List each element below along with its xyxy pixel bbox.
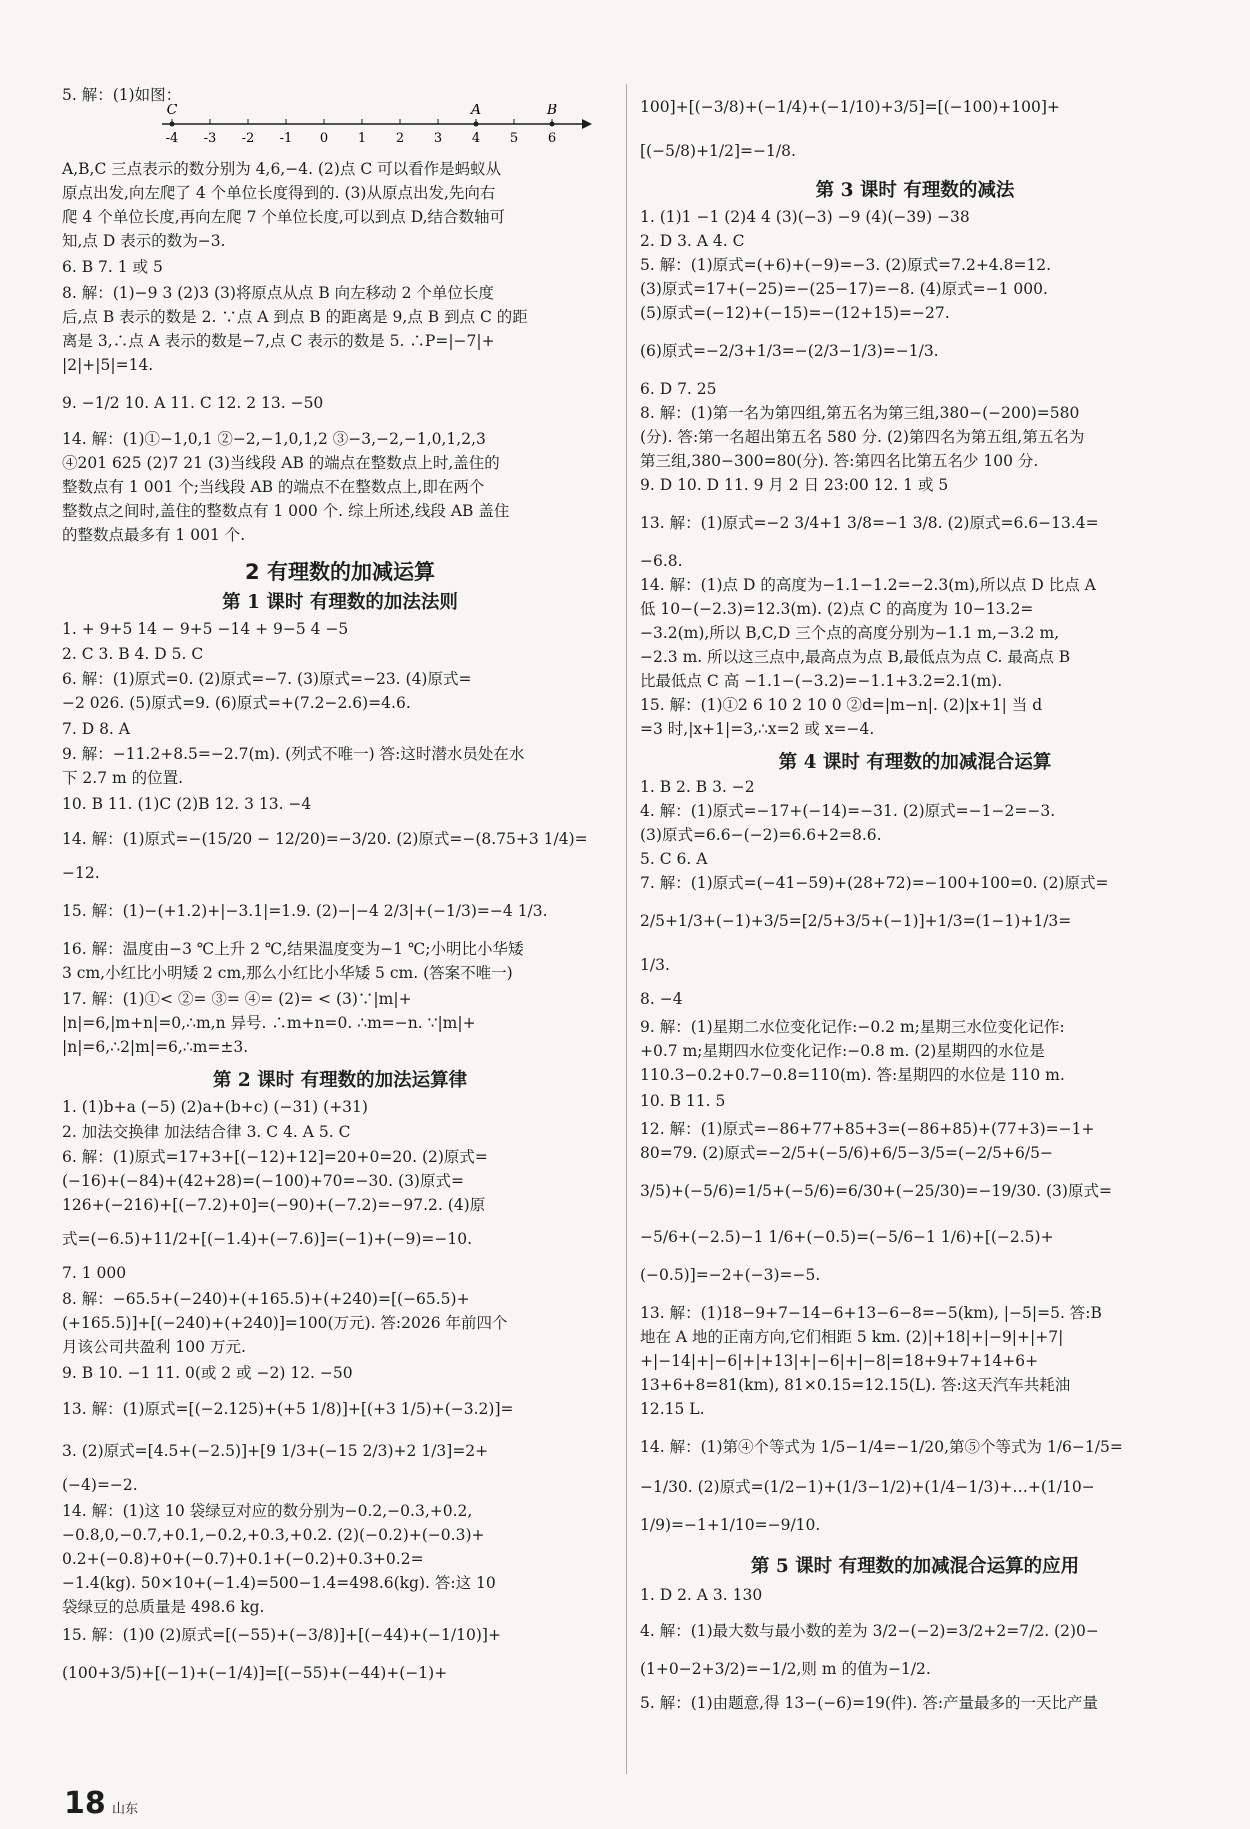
answer-line: 1. B 2. B 3. −2 [640, 778, 755, 796]
lesson-title: 第 1 课时 有理数的加法法则 [222, 592, 458, 613]
number-line-point [550, 122, 555, 127]
section-title: 2 有理数的加减运算 [245, 560, 435, 584]
lesson-title: 第 4 课时 有理数的加减混合运算 [778, 752, 1052, 773]
answer-line: 式=(−6.5)+11/2+[(−1.4)+(−7.6)]=(−1)+(−9)=−10. [62, 1230, 473, 1248]
answer-line: 6. D 7. 25 [640, 380, 717, 398]
number-line-point [170, 122, 175, 127]
answer-line: 低 10−(−2.3)=12.3(m). (2)点 C 的高度为 10−13.2= [640, 600, 1034, 618]
right-column [640, 0, 1190, 1829]
answer-line: 月该公司共盈利 100 万元. [62, 1338, 246, 1356]
answer-line: (3)原式=17+(−25)=−(25−17)=−8. (4)原式=−1 000. [640, 280, 1048, 298]
number-line-tick-label: 1 [357, 131, 367, 146]
lesson-title: 第 5 课时 有理数的加减混合运算的应用 [750, 1556, 1080, 1577]
answer-line: 1/9)=−1+1/10=−9/10. [640, 1516, 821, 1534]
answer-line: 5. 解：(1)如图： [62, 86, 182, 104]
answer-line: [(−5/8)+1/2]=−1/8. [640, 142, 796, 160]
answer-line: 5. 解：(1)原式=(+6)+(−9)=−3. (2)原式=7.2+4.8=12. [640, 256, 1052, 274]
number-line-tick-label: 6 [547, 131, 557, 146]
answer-line: 2. 加法交换律 加法结合律 3. C 4. A 5. C [62, 1123, 351, 1141]
answer-line: 5. C 6. A [640, 850, 708, 868]
answer-line: 110.3−0.2+0.7−0.8=110(m). 答:星期四的水位是 110 m. [640, 1066, 1065, 1084]
answer-line: (−16)+(−84)+(42+28)=(−100)+70=−30. (3)原式= [62, 1172, 464, 1190]
answer-line: (1+0−2+3/2)=−1/2,则 m 的值为−1/2. [640, 1660, 931, 1678]
answer-line: 7. 解：(1)原式=(−41−59)+(28+72)=−100+100=0. (2)原式= [640, 874, 1109, 892]
answer-line: 15. 解：(1)①2 6 10 2 10 0 ②d=|m−n|. (2)|x+1| 当 d [640, 696, 1043, 714]
answer-line: (5)原式=(−12)+(−15)=−(12+15)=−27. [640, 304, 950, 322]
answer-line: (−0.5)]=−2+(−3)=−5. [640, 1266, 821, 1284]
answer-line: 整数点有 1 001 个;当线段 AB 的端点不在整数点上,即在两个 [62, 478, 485, 496]
answer-line: 6. 解：(1)原式=0. (2)原式=−7. (3)原式=−23. (4)原式= [62, 670, 472, 688]
left-column [62, 0, 618, 1829]
answer-line: |2|+|5|=14. [62, 356, 154, 374]
answer-line: 6. 解：(1)原式=17+3+[(−12)+12]=20+0=20. (2)原式= [62, 1148, 488, 1166]
answer-line: −12. [62, 864, 100, 882]
answer-line: 离是 3,∴点 A 表示的数是−7,点 C 表示的数是 5. ∴P=|−7|+ [62, 332, 495, 350]
answer-line: −2 026. (5)原式=9. (6)原式=+(7.2−2.6)=4.6. [62, 694, 411, 712]
answer-line: −0.8,0,−0.7,+0.1,−0.2,+0.3,+0.2. (2)(−0.2)+(−0.3)+ [62, 1526, 485, 1544]
answer-line: 1. (1)b+a (−5) (2)a+(b+c) (−31) (+31) [62, 1098, 368, 1116]
region-label: 山东 [112, 1802, 139, 1817]
answer-line: 2. D 3. A 4. C [640, 232, 745, 250]
answer-line: ④201 625 (2)7 21 (3)当线段 AB 的端点在整数点上时,盖住的 [62, 454, 500, 472]
answer-line: 17. 解：(1)①< ②= ③= ④= (2)= < (3)∵|m|+ [62, 990, 412, 1008]
number-line-point-label: C [166, 104, 178, 118]
answer-line: 1. + 9+5 14 − 9+5 −14 + 9−5 4 −5 [62, 620, 349, 638]
number-line-tick-label: -2 [241, 131, 255, 146]
number-line-tick-label: -1 [279, 131, 293, 146]
answer-line: 7. D 8. A [62, 720, 130, 738]
number-line-tick-label: -3 [203, 131, 217, 146]
answer-line: 4. 解：(1)原式=−17+(−14)=−31. (2)原式=−1−2=−3. [640, 802, 1056, 820]
answer-line: (+165.5)]+[(−240)+(+240)]=100(万元). 答:2026 年前四个 [62, 1314, 508, 1332]
answer-line: +0.7 m;星期四水位变化记作:−0.8 m. (2)星期四的水位是 [640, 1042, 1045, 1060]
answer-line: 9. D 10. D 11. 9 月 2 日 23:00 12. 1 或 5 [640, 476, 949, 494]
answer-line: −1.4(kg). 50×10+(−1.4)=500−1.4=498.6(kg). 答:这 10 [62, 1574, 496, 1592]
answer-line: 袋绿豆的总质量是 498.6 kg. [62, 1598, 265, 1616]
answer-line: (分). 答:第一名超出第五名 580 分. (2)第四名为第五组,第五名为 [640, 428, 1085, 446]
answer-line: −5/6+(−2.5)−1 1/6+(−0.5)=(−5/6−1 1/6)+[(−2.5)+ [640, 1228, 1054, 1246]
lesson-title: 第 2 课时 有理数的加法运算律 [212, 1070, 468, 1091]
answer-line: 12. 解：(1)原式=−86+77+85+3=(−86+85)+(77+3)=−1+ [640, 1120, 1095, 1138]
answer-line: 10. B 11. 5 [640, 1092, 726, 1110]
number-line [162, 104, 592, 156]
answer-line: =3 时,|x+1|=3,∴x=2 或 x=−4. [640, 720, 875, 738]
answer-line: 第三组,380−300=80(分). 答:第四名比第五名少 100 分. [640, 452, 1039, 470]
answer-line: 2/5+1/3+(−1)+3/5=[2/5+3/5+(−1)]+1/3=(1−1)+1/3= [640, 912, 1072, 930]
answer-line: −3.2(m),所以 B,C,D 三个点的高度分别为−1.1 m,−3.2 m, [640, 624, 1060, 642]
answer-line: 14. 解：(1)这 10 袋绿豆对应的数分别为−0.2,−0.3,+0.2, [62, 1502, 473, 1520]
answer-line: −1/30. (2)原式=(1/2−1)+(1/3−1/2)+(1/4−1/3)+…+(1/10− [640, 1478, 1095, 1496]
answer-line: −6.8. [640, 552, 683, 570]
answer-line: 后,点 B 表示的数是 2. ∵点 A 到点 B 的距离是 9,点 B 到点 C 的距 [62, 308, 528, 326]
answer-line: (100+3/5)+[(−1)+(−1/4)]=[(−55)+(−44)+(−1)+ [62, 1664, 448, 1682]
answer-line: 原点出发,向左爬了 4 个单位长度得到的. (3)从原点出发,先向右 [62, 184, 496, 202]
answer-line: 126+(−216)+[(−7.2)+0]=(−90)+(−7.2)=−97.2. (4)原 [62, 1196, 486, 1214]
answer-line: 6. B 7. 1 或 5 [62, 258, 163, 276]
answer-line: 的整数点最多有 1 001 个. [62, 526, 246, 544]
answer-line: 80=79. (2)原式=−2/5+(−5/6)+6/5−3/5=(−2/5+6/5− [640, 1144, 1053, 1162]
answer-line: 2. C 3. B 4. D 5. C [62, 645, 204, 663]
answer-line: 13. 解：(1)18−9+7−14−6+13−6−8=−5(km), |−5|=5. 答:B [640, 1304, 1102, 1322]
answer-line: 14. 解：(1)第④个等式为 1/5−1/4=−1/20,第⑤个等式为 1/6−1/5= [640, 1438, 1123, 1456]
number-line-point [474, 122, 479, 127]
answer-line: (3)原式=6.6−(−2)=6.6+2=8.6. [640, 826, 882, 844]
answer-line: (6)原式=−2/3+1/3=−(2/3−1/3)=−1/3. [640, 342, 939, 360]
answer-line: 12.15 L. [640, 1400, 705, 1418]
number-line-point-label: A [470, 104, 482, 118]
answer-line: 3 cm,小红比小明矮 2 cm,那么小红比小华矮 5 cm. (答案不唯一) [62, 964, 513, 982]
answer-line: 8. −4 [640, 990, 683, 1008]
answer-line: (−4)=−2. [62, 1476, 138, 1494]
number-line-tick-label: 3 [433, 131, 443, 146]
answer-line: 1. D 2. A 3. 130 [640, 1586, 763, 1604]
answer-line: 0.2+(−0.8)+0+(−0.7)+0.1+(−0.2)+0.3+0.2= [62, 1550, 424, 1568]
answer-line: 8. 解：(1)第一名为第四组,第五名为第三组,380−(−200)=580 [640, 404, 1080, 422]
answer-line: 地在 A 地的正南方向,它们相距 5 km. (2)|+18|+|−9|+|+7| [640, 1328, 1064, 1346]
number-line-tick-label: -4 [165, 131, 179, 146]
number-line-tick-label: 2 [395, 131, 405, 146]
answer-line: 9. B 10. −1 11. 0(或 2 或 −2) 12. −50 [62, 1364, 353, 1382]
answer-line: 3. (2)原式=[4.5+(−2.5)]+[9 1/3+(−15 2/3)+2 1/3]=2+ [62, 1442, 489, 1460]
answer-line: 13+6+8=81(km), 81×0.15=12.15(L). 答:这天汽车共耗油 [640, 1376, 1071, 1394]
answer-line: 14. 解：(1)原式=−(15/20 − 12/20)=−3/20. (2)原式=−(8.75+3 1/4)= [62, 830, 588, 848]
answer-line: 比最低点 C 高 −1.1−(−3.2)=−1.1+3.2=2.1(m). [640, 672, 1003, 690]
number-line-tick-label: 0 [319, 131, 329, 146]
answer-line: 14. 解：(1)点 D 的高度为−1.1−1.2=−2.3(m),所以点 D 比点 A [640, 576, 1096, 594]
answer-line: 3/5)+(−5/6)=1/5+(−5/6)=6/30+(−25/30)=−19/30. (3)原式= [640, 1182, 1112, 1200]
answer-line: +|−14|+|−6|+|+13|+|−6|+|−8|=18+9+7+14+6+ [640, 1352, 1039, 1370]
answer-line: A,B,C 三点表示的数分别为 4,6,−4. (2)点 C 可以看作是蚂蚁从 [62, 160, 502, 178]
answer-line: 下 2.7 m 的位置. [62, 769, 184, 787]
answer-line: 整数点之间时,盖住的整数点有 1 000 个. 综上所述,线段 AB 盖住 [62, 502, 510, 520]
number-line-tick-label: 4 [471, 131, 481, 146]
answer-line: 8. 解：(1)−9 3 (2)3 (3)将原点从点 B 向左移动 2 个单位长度 [62, 284, 494, 302]
answer-line: 13. 解：(1)原式=[(−2.125)+(+5 1/8)]+[(+3 1/5)+(−3.2)]= [62, 1400, 514, 1418]
answer-line: 100]+[(−3/8)+(−1/4)+(−1/10)+3/5]=[(−100)+100]+ [640, 98, 1060, 116]
answer-line: 1/3. [640, 956, 670, 974]
answer-line: |n|=6,|m+n|=0,∴m,n 异号. ∴m+n=0. ∴m=−n. ∵|m|+ [62, 1014, 476, 1032]
answer-line: −2.3 m. 所以这三点中,最高点为点 B,最低点为点 C. 最高点 B [640, 648, 1071, 666]
column-divider [626, 84, 627, 1774]
number-line-point-label: B [546, 104, 558, 118]
answer-line: 16. 解：温度由−3 ℃上升 2 ℃,结果温度变为−1 ℃;小明比小华矮 [62, 940, 524, 958]
answer-line: 10. B 11. (1)C (2)B 12. 3 13. −4 [62, 795, 312, 813]
answer-line: 4. 解：(1)最大数与最小数的差为 3/2−(−2)=3/2+2=7/2. (2)0− [640, 1622, 1099, 1640]
answer-line: 7. 1 000 [62, 1264, 127, 1282]
answer-line: 1. (1)1 −1 (2)4 4 (3)(−3) −9 (4)(−39) −38 [640, 208, 970, 226]
answer-line: 15. 解：(1)−(+1.2)+|−3.1|=1.9. (2)−|−4 2/3|+(−1/3)=−4 1/3. [62, 902, 548, 920]
answer-line: 知,点 D 表示的数为−3. [62, 232, 226, 250]
answer-line: 9. 解：−11.2+8.5=−2.7(m). (列式不唯一) 答:这时潜水员处在水 [62, 745, 525, 763]
answer-line: 15. 解：(1)0 (2)原式=[(−55)+(−3/8)]+[(−44)+(−1/10)]+ [62, 1626, 501, 1644]
answer-line: 5. 解：(1)由题意,得 13−(−6)=19(件). 答:产量最多的一天比产量 [640, 1694, 1099, 1712]
answer-line: 14. 解：(1)①−1,0,1 ②−2,−1,0,1,2 ③−3,−2,−1,0,1,2,3 [62, 430, 486, 448]
page-number: 18 [64, 1786, 106, 1821]
answer-line: 8. 解：−65.5+(−240)+(+165.5)+(+240)=[(−65.5)+ [62, 1290, 470, 1308]
answer-line: 13. 解：(1)原式=−2 3/4+1 3/8=−1 3/8. (2)原式=6.6−13.4= [640, 514, 1099, 532]
number-line-tick-label: 5 [509, 131, 519, 146]
answer-line: |n|=6,∴2|m|=6,∴m=±3. [62, 1038, 249, 1056]
answer-line: 9. 解：(1)星期二水位变化记作:−0.2 m;星期三水位变化记作: [640, 1018, 1065, 1036]
answer-line: 9. −1/2 10. A 11. C 12. 2 13. −50 [62, 394, 324, 412]
answer-line: 爬 4 个单位长度,再向左爬 7 个单位长度,可以到点 D,结合数轴可 [62, 208, 506, 226]
lesson-title: 第 3 课时 有理数的减法 [815, 180, 1015, 201]
